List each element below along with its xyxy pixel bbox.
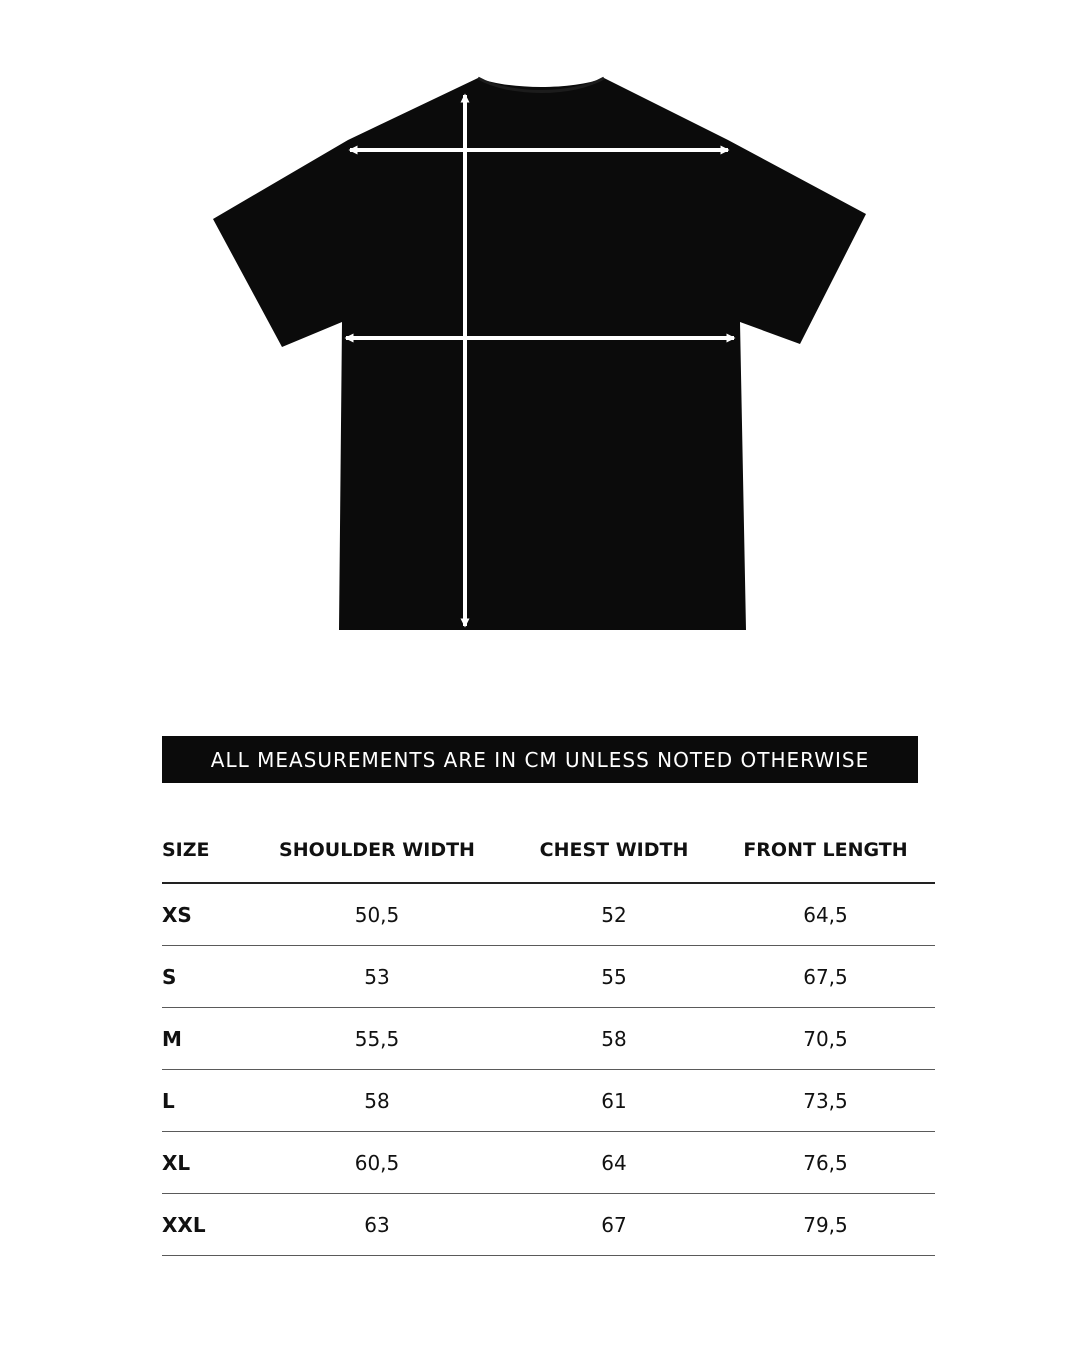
header-shoulder-width: SHOULDER WIDTH <box>242 818 512 883</box>
size-cell: XS <box>162 883 242 946</box>
front-length-cell: 73,5 <box>716 1070 935 1132</box>
table-row <box>162 1132 935 1194</box>
shoulder-width-cell: 50,5 <box>242 883 512 946</box>
table-header-row <box>162 818 935 883</box>
size-cell: S <box>162 946 242 1008</box>
size-cell: L <box>162 1070 242 1132</box>
table-row <box>162 1194 935 1256</box>
chest-width-cell: 52 <box>512 883 716 946</box>
header-front-length: FRONT LENGTH <box>716 818 935 883</box>
tshirt-icon <box>213 78 866 630</box>
front-length-cell: 79,5 <box>716 1194 935 1256</box>
front-length-cell: 67,5 <box>716 946 935 1008</box>
measurement-notice-banner: ALL MEASUREMENTS ARE IN CM UNLESS NOTED OTHERWISE <box>162 736 918 783</box>
shoulder-width-cell: 63 <box>242 1194 512 1256</box>
shoulder-width-cell: 60,5 <box>242 1132 512 1194</box>
front-length-cell: 76,5 <box>716 1132 935 1194</box>
table-row <box>162 883 935 946</box>
size-chart-table <box>162 818 935 1256</box>
chest-width-cell: 64 <box>512 1132 716 1194</box>
front-length-cell: 64,5 <box>716 883 935 946</box>
shoulder-width-cell: 55,5 <box>242 1008 512 1070</box>
chest-width-cell: 67 <box>512 1194 716 1256</box>
chest-width-cell: 55 <box>512 946 716 1008</box>
shoulder-width-cell: 58 <box>242 1070 512 1132</box>
chest-width-cell: 58 <box>512 1008 716 1070</box>
size-cell: M <box>162 1008 242 1070</box>
front-length-cell: 70,5 <box>716 1008 935 1070</box>
table-row <box>162 1008 935 1070</box>
size-cell: XXL <box>162 1194 242 1256</box>
shoulder-width-cell: 53 <box>242 946 512 1008</box>
size-cell: XL <box>162 1132 242 1194</box>
table-row <box>162 1070 935 1132</box>
header-size: SIZE <box>162 818 242 883</box>
table-row <box>162 946 935 1008</box>
header-chest-width: CHEST WIDTH <box>512 818 716 883</box>
chest-width-cell: 61 <box>512 1070 716 1132</box>
